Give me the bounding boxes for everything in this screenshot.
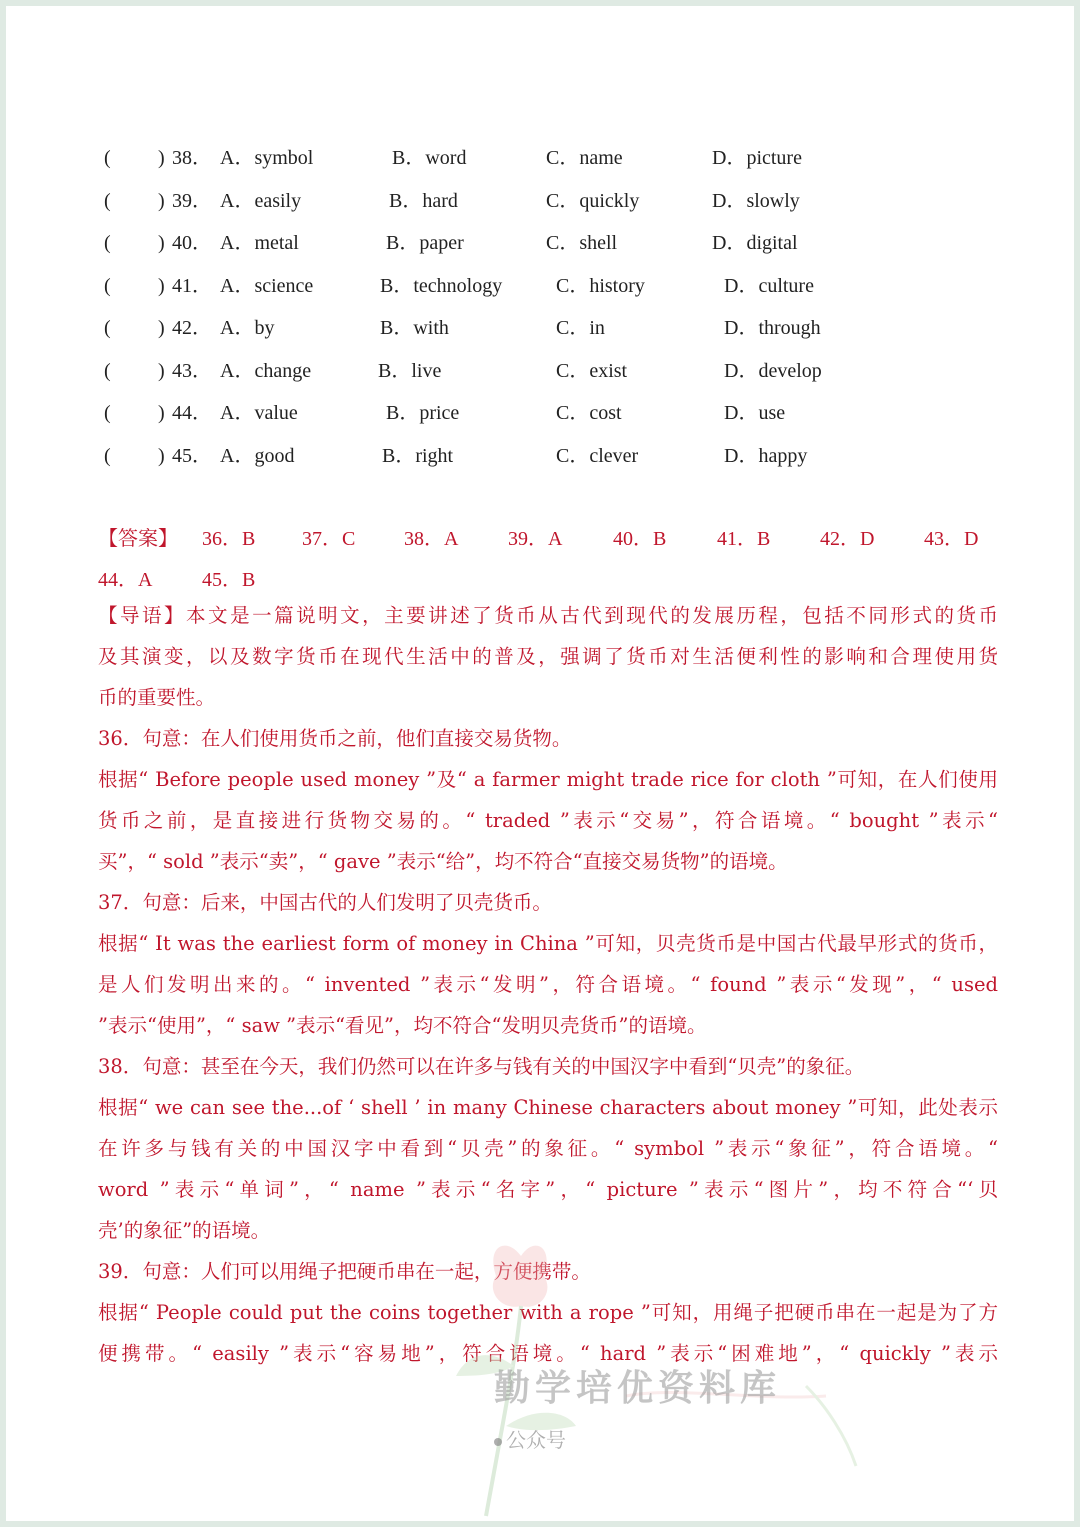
option-d: D．through — [724, 317, 821, 339]
answer-label: 【答案】 — [98, 528, 178, 550]
option-d: D．culture — [724, 275, 814, 297]
answer-item: 40．B — [613, 528, 667, 550]
explanation-line: ”表示“使用”，“ saw ”表示“看见”，均不符合“发明贝壳货币”的语境。 — [98, 1014, 707, 1037]
explanation-line: 根据“ People could put the coins together with a rope ”可知，用绳子把硬币串在一起是为了方 — [98, 1301, 998, 1324]
question-open-paren: ( — [104, 275, 111, 297]
option-b: B．technology — [380, 275, 503, 297]
question-number: 41． — [172, 275, 212, 297]
option-c: C．name — [546, 147, 623, 169]
question-close-paren: ) — [158, 445, 165, 467]
option-d: D．picture — [712, 147, 802, 169]
question-number: 43． — [172, 360, 212, 382]
option-b: B．word — [392, 147, 467, 169]
question-number: 42． — [172, 317, 212, 339]
option-a: A．science — [220, 275, 314, 297]
option-a: A．by — [220, 317, 275, 339]
explanation-line: 根据“ It was the earliest form of money in China ”可知，贝壳货币是中国古代最早形式的货币， — [98, 932, 998, 955]
question-number: 40． — [172, 232, 212, 254]
question-open-paren: ( — [104, 190, 111, 212]
answer-item: 45．B — [202, 569, 256, 591]
explanation-line: 买”，“ sold ”表示“卖”，“ gave ”表示“给”，均不符合“直接交易货物”的语境。 — [98, 850, 788, 873]
option-b: B．right — [382, 445, 454, 467]
explanation-line: 36．句意：在人们使用货币之前，他们直接交易货物。 — [98, 727, 572, 750]
option-a: A．metal — [220, 232, 299, 254]
option-d: D．happy — [724, 445, 808, 467]
watermark-subtitle — [494, 1424, 566, 1453]
question-open-paren: ( — [104, 360, 111, 382]
explanation-line: 39．句意：人们可以用绳子把硬币串在一起，方便携带。 — [98, 1260, 591, 1283]
explanation-line: 在许多与钱有关的中国汉字中看到“贝壳”的象征。“ symbol ”表示“象征”，符合语境。“ — [98, 1137, 998, 1160]
question-number: 44． — [172, 402, 212, 424]
answer-item: 43．D — [924, 528, 979, 550]
explanation-line: 是人们发明出来的。“ invented ”表示“发明”，符合语境。“ found ”表示“发现”，“ used — [98, 973, 998, 996]
question-close-paren: ) — [158, 190, 165, 212]
question-close-paren: ) — [158, 147, 165, 169]
option-d: D．slowly — [712, 190, 800, 212]
option-c: C．clever — [556, 445, 639, 467]
dot-icon — [494, 1438, 502, 1446]
explanation-line: word ”表示“单词”，“ name ”表示“名字”，“ picture ”表示“图片”，均不符合“‘贝 — [98, 1178, 998, 1201]
option-a: A．symbol — [220, 147, 314, 169]
explanation-line: 根据“ Before people used money ”及“ a farmer might trade rice for cloth ”可知，在人们使用 — [98, 768, 998, 791]
question-open-paren: ( — [104, 317, 111, 339]
answer-item: 36．B — [202, 528, 256, 550]
question-close-paren: ) — [158, 402, 165, 424]
option-b: B．price — [386, 402, 460, 424]
explanation-line: 根据“ we can see the...of ‘ shell ’ in many Chinese characters about money ”可知，此处表示 — [98, 1096, 998, 1119]
question-number: 38． — [172, 147, 212, 169]
intro-line: 币的重要性。 — [98, 686, 216, 709]
explanation-line: 37．句意：后来，中国古代的人们发明了贝壳货币。 — [98, 891, 552, 914]
option-a: A．easily — [220, 190, 302, 212]
option-a: A．value — [220, 402, 298, 424]
explanation-line: 货币之前，是直接进行货物交易的。“ traded ”表示“交易”，符合语境。“ bought ”表示“ — [98, 809, 998, 832]
question-open-paren: ( — [104, 147, 111, 169]
question-number: 45． — [172, 445, 212, 467]
answer-item: 39．A — [508, 528, 563, 550]
intro-line: 【导语】本文是一篇说明文，主要讲述了货币从古代到现代的发展历程，包括不同形式的货币 — [98, 604, 998, 627]
option-b: B．hard — [389, 190, 458, 212]
explanation-line: 便携带。“ easily ”表示“容易地”，符合语境。“ hard ”表示“困难地”，“ quickly ”表示 — [98, 1342, 998, 1365]
question-number: 39． — [172, 190, 212, 212]
explanation-line: 38．句意：甚至在今天，我们仍然可以在许多与钱有关的中国汉字中看到“贝壳”的象征。 — [98, 1055, 865, 1078]
watermark-subtitle-text: 公众号 — [506, 1428, 566, 1452]
option-c: C．exist — [556, 360, 628, 382]
option-c: C．quickly — [546, 190, 640, 212]
question-open-paren: ( — [104, 445, 111, 467]
answer-item: 41．B — [717, 528, 771, 550]
option-a: A．good — [220, 445, 295, 467]
option-b: B．paper — [386, 232, 464, 254]
answer-item: 37．C — [302, 528, 356, 550]
question-open-paren: ( — [104, 232, 111, 254]
option-c: C．shell — [546, 232, 618, 254]
option-b: B．live — [378, 360, 442, 382]
option-a: A．change — [220, 360, 312, 382]
question-close-paren: ) — [158, 360, 165, 382]
answer-item: 42．D — [820, 528, 875, 550]
question-close-paren: ) — [158, 232, 165, 254]
option-d: D．develop — [724, 360, 822, 382]
intro-line: 及其演变，以及数字货币在现代生活中的普及，强调了货币对生活便利性的影响和合理使用货 — [98, 645, 998, 668]
option-b: B．with — [380, 317, 449, 339]
watermark-title: 勤学培优资料库 — [494, 1368, 782, 1409]
option-d: D．use — [724, 402, 786, 424]
answer-item: 38．A — [404, 528, 459, 550]
option-c: C．cost — [556, 402, 622, 424]
option-d: D．digital — [712, 232, 798, 254]
option-c: C．in — [556, 317, 605, 339]
answer-item: 44．A — [98, 569, 153, 591]
document-page — [6, 6, 1074, 1521]
question-close-paren: ) — [158, 317, 165, 339]
question-close-paren: ) — [158, 275, 165, 297]
question-open-paren: ( — [104, 402, 111, 424]
explanation-line: 壳’的象征”的语境。 — [98, 1219, 271, 1242]
option-c: C．history — [556, 275, 645, 297]
